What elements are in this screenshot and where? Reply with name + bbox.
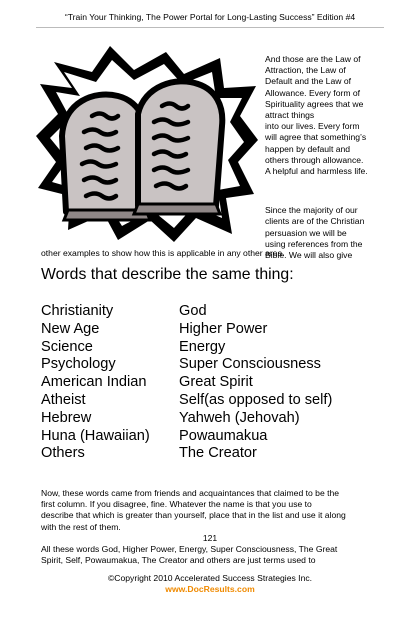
side-line: into our lives. Every form — [265, 121, 360, 132]
copyright-footer: ©Copyright 2010 Accelerated Success Strategies Inc. — [107, 573, 313, 583]
continuation-line: other examples to show how this is applicable in any other area. — [41, 248, 285, 258]
stone-tablets-icon — [34, 44, 260, 244]
row-left: Atheist — [41, 391, 86, 408]
side-line: will agree that something’s — [265, 132, 367, 143]
side-line: attract things — [265, 110, 315, 121]
table-row — [41, 445, 401, 463]
body-paragraph-2 — [41, 544, 391, 566]
section-heading: Words that describe the same thing: — [41, 266, 294, 283]
table-row — [41, 356, 401, 374]
side-line: happen by default and — [265, 143, 351, 154]
row-right: Powaumakua — [179, 427, 268, 444]
side-line: Allowance. Every form of — [265, 87, 361, 98]
side-line: A helpful and harmless life. — [265, 166, 368, 177]
paragraph-line: All these words God, Higher Power, Energy, Super Consciousness, The Great — [41, 544, 338, 554]
row-left: Huna (Hawaiian) — [41, 427, 150, 444]
row-left: Christianity — [41, 303, 114, 319]
row-right: The Creator — [179, 445, 257, 462]
side-line: others through allowance. — [265, 154, 364, 165]
website-link[interactable]: www.DocResults.com — [165, 584, 255, 594]
word-table — [41, 303, 401, 463]
table-row — [41, 410, 401, 428]
page-header: “Train Your Thinking, The Power Portal for Long-Lasting Success” Edition #4 — [64, 12, 356, 22]
side-line: Attraction, the Law of — [265, 65, 346, 76]
paragraph-line: Now, these words came from friends and acquaintances that claimed to be the — [41, 488, 340, 498]
row-right: Higher Power — [179, 320, 268, 337]
table-row — [41, 392, 401, 410]
row-left: Science — [41, 338, 93, 355]
paragraph-line: describe that which is greater than yourself, place that in the list and use it along — [41, 510, 346, 521]
row-right: Super Consciousness — [179, 356, 321, 373]
side-line: using references from the — [265, 238, 363, 249]
row-left: Others — [41, 445, 85, 462]
paragraph-gap — [265, 177, 395, 205]
row-left: American Indian — [41, 374, 147, 391]
side-line: Bible. We will also give — [265, 250, 353, 261]
row-right: Self(as opposed to self) — [179, 391, 333, 408]
table-row — [41, 428, 401, 446]
table-row — [41, 321, 401, 339]
row-right: Energy — [179, 338, 226, 355]
side-line: persuasion we will be — [265, 227, 347, 238]
table-row — [41, 339, 401, 357]
row-right: Great Spirit — [179, 374, 253, 391]
side-line: And those are the Law of — [265, 54, 361, 64]
side-text — [265, 54, 395, 261]
row-left: New Age — [41, 320, 100, 337]
side-line: clients are of the Christian — [265, 216, 365, 227]
row-right: God — [179, 303, 207, 319]
header-rule — [36, 27, 384, 28]
paragraph-line: Spirit, Self, Powaumakua, The Creator and others are just terms used to — [41, 555, 316, 566]
table-row — [41, 374, 401, 392]
row-right: Yahweh (Jehovah) — [179, 409, 300, 426]
page-number: 121 — [202, 533, 218, 543]
side-line: Default and the Law of — [265, 76, 351, 87]
table-row — [41, 303, 401, 321]
paragraph-line: with the rest of them. — [41, 521, 121, 532]
paragraph-line: first column. If you disagree, fine. Whatever the name is that you use to — [41, 499, 312, 510]
right-tablet-icon — [134, 81, 222, 214]
body-paragraph — [41, 488, 391, 533]
side-line: Since the majority of our — [265, 205, 358, 216]
row-left: Hebrew — [41, 409, 92, 426]
side-line: Spirituality agrees that we — [265, 98, 364, 109]
row-left: Psychology — [41, 356, 116, 373]
